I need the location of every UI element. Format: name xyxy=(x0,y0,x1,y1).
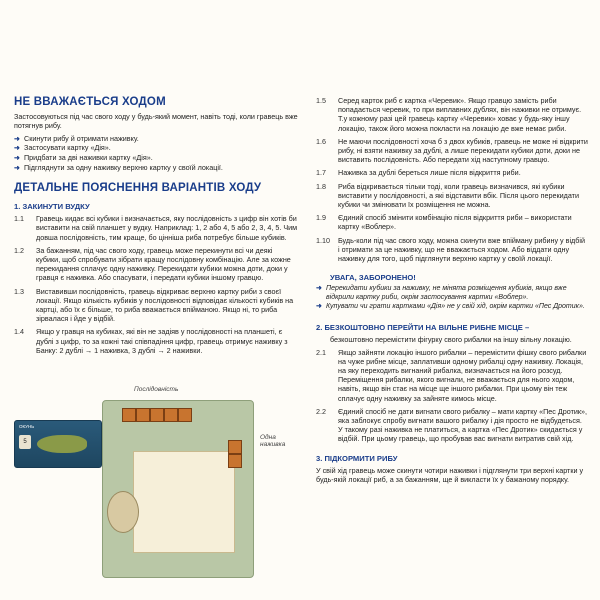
fish-icon xyxy=(37,435,87,453)
rule-item: 1.4 Якщо у гравця на кубиках, які він не задіяв у послідовності на планшеті, є дублі з цифр, то за кожні такі співпадіння цифр, гравець отримує наживку з Банку: 2 дублі → 1 наживка, 3 дублі → 2 наживки. xyxy=(14,327,288,355)
board-panel xyxy=(133,451,235,553)
rule-item: 2.1 Якщо зайняти локацію іншого рибалки – перемістити фішку свого рибалки на чуже рибне місце, заплативши одному рибалці одну наживку. Локація, на яку переходить вигнаний рибалка, визначається на його розсуд. Переміщення рибалки, якого вигнали, не вважається для нього ходом, навіть, якщо він стає на місце ще іншого рибалки. При цьому він теж сплачує одну наживку за зайняте кимось місце. xyxy=(316,347,587,403)
rule-item: 1.6 Не маючи послідовності хоча б з двох кубиків, гравець не може ні відкрити рибу, ні взяти наживку за дублі, а лише перекидати кубики доти, доки не виставить послідовність. Або передати хід наступному гравцю. xyxy=(316,136,588,165)
rule-item: 1.3 Виставивши послідовність, гравець відкриває верхню картку риби з своєї локації. Якщо кількість кубиків у послідовності відповідає кількості кубиків на картці, або їх є більше, то риба вважається впійманою. Якщо ні, то риба зірвалася і йде у відбій. xyxy=(14,286,294,324)
fisherman-portrait xyxy=(107,491,139,533)
arrow-icon: ➜ xyxy=(14,133,21,143)
arrow-icon: ➜ xyxy=(14,162,21,172)
rule-item: 1.10 Будь-коли під час свого ходу, можна скинути вже впійману рибину у відбій і отримати за це наживку, що не вважається ходом. Або віддати одну наживку для того, щоб підглянути верхню картку у своїй локації. xyxy=(316,235,585,264)
warning-item: ➜ Перекидати кубики за наживку, не мінята розміщення кубиків, якщо вже відкрили картку риби, окрім застосування картки «Воблер». xyxy=(316,285,567,302)
die-cube xyxy=(178,408,192,422)
rule-item: 1.5 Серед карток риб є картка «Черевик». Якщо гравцю замість риби попадається черевик, то при виплавних дублях, він наживки не отримує. Т.у кожному разі цей гравець картку «Черевик» ховає у будь-яку іншу локацію, також його можна покласти на локацію де вже немає риби. xyxy=(316,96,582,133)
bullet-item: ➜ Підгляднути за одну наживку верхню картку у своїй локації. xyxy=(14,162,223,172)
die-cube xyxy=(150,408,164,422)
arrow-icon: ➜ xyxy=(14,153,21,162)
fish-card: ОКУНЬ 5 xyxy=(14,420,102,468)
bullet-item: ➜ Скинути рибу й отримати наживку. xyxy=(14,133,139,143)
intro-text: Застосовуються під час свого ходу у будь-який момент, навіть тоді, коли гравець вже потягнув рибу. xyxy=(14,112,298,131)
arrow-icon: ➜ xyxy=(316,285,322,293)
rule-item: 1.9 Єдиний спосіб змінити комбінацію після відкриття риби – використати картку «Воблер». xyxy=(316,213,572,232)
section-title: НЕ ВВАЖАЄТЬСЯ ХОДОМ xyxy=(14,96,166,108)
warning-item: ➜ Купувати чи грати картками «Дія» не у свій хід, окрім картки «Пес Дротик». xyxy=(316,303,585,311)
right-column xyxy=(316,96,588,488)
rule-item: 1.8 Риба відкривається тільки тоді, коли гравець визначився, які кубики виставити у послідовності, а які відставити вбік. Після цього перекидати кубики чи змінювати їх розміщення не можна. xyxy=(316,181,579,210)
bullet-item: ➜ Придбати за дві наживки картку «Дія». xyxy=(14,153,153,162)
rule-item: 2.2 Єдиний спосіб не дати вигнати свого рибалку – мати картку «Пес Дротик», яка заблокує спробу вигнати вашого рибалку і дія просто не відбудеться. У такому разі наживка не платиться, а картка «Пес Дротик» скидається у відбій. При цьому гравець, що пробував вас вигнати витратив свій хід. xyxy=(316,406,588,444)
sequence-label: Послідовність xyxy=(134,386,179,393)
subsection-title: 1. ЗАКИНУТИ ВУДКУ xyxy=(14,202,90,212)
subsection-text: безкоштовно перемістити фігурку свого рибалки на іншу вільну локацію. xyxy=(330,335,572,345)
subsection-title: 2. БЕЗКОШТОВНО ПЕРЕЙТИ НА ВІЛЬНЕ РИБНЕ МІСЦЕ – xyxy=(316,323,530,333)
die-cube xyxy=(136,408,150,422)
arrow-icon: ➜ xyxy=(316,303,322,311)
die-cube xyxy=(228,454,242,468)
left-column xyxy=(14,96,298,359)
rule-item: 1.1 Гравець кидає всі кубики і визначається, яку послідовність з цифр він хотів би виставити на свій планшет у вудку. Наприклад: 1, 2 або 4, 5 або 2, 3, 4, 5. Чим довша послідовність, тим краще, бо цінніша риба потребує більше кубиків. xyxy=(14,214,298,242)
card-value-badge: 5 xyxy=(19,435,31,449)
die-cube xyxy=(228,440,242,454)
illustration xyxy=(14,380,300,580)
bait-label: Одна наживка xyxy=(260,434,286,448)
die-cube xyxy=(164,408,178,422)
warning-title: УВАГА, ЗАБОРОНЕНО! xyxy=(330,273,416,283)
section-title: ДЕТАЛЬНЕ ПОЯСНЕННЯ ВАРІАНТІВ ХОДУ xyxy=(14,182,262,195)
player-board xyxy=(102,400,254,578)
rule-item: 1.2 За бажанням, під час свого ходу, гравець може перекинути всі чи деякі кубики, щоб спробувати зібрати кращу послідовну комбінацію. Але за кожне перекидання сплачує одну наживку. Перекидати кубики можна доти, доки у гравця є наживка. Або спасувати, і передати кубики іншому гравцю. xyxy=(14,245,291,283)
arrow-icon: ➜ xyxy=(14,143,21,153)
rule-item: 1.7 Наживка за дублі береться лише після відкриття риби. xyxy=(316,168,521,178)
subsection-text: У свій хід гравець може скинути чотири наживки і підглянути три верхні картки у будь-якій локації риб, а за бажанням, ще й викласти їх у бажаному порядку. xyxy=(316,465,584,485)
subsection-title: 3. ПІДКОРМИТИ РИБУ xyxy=(316,453,398,463)
die-cube xyxy=(122,408,136,422)
bullet-item: ➜ Застосувати картку «Дія». xyxy=(14,143,111,153)
